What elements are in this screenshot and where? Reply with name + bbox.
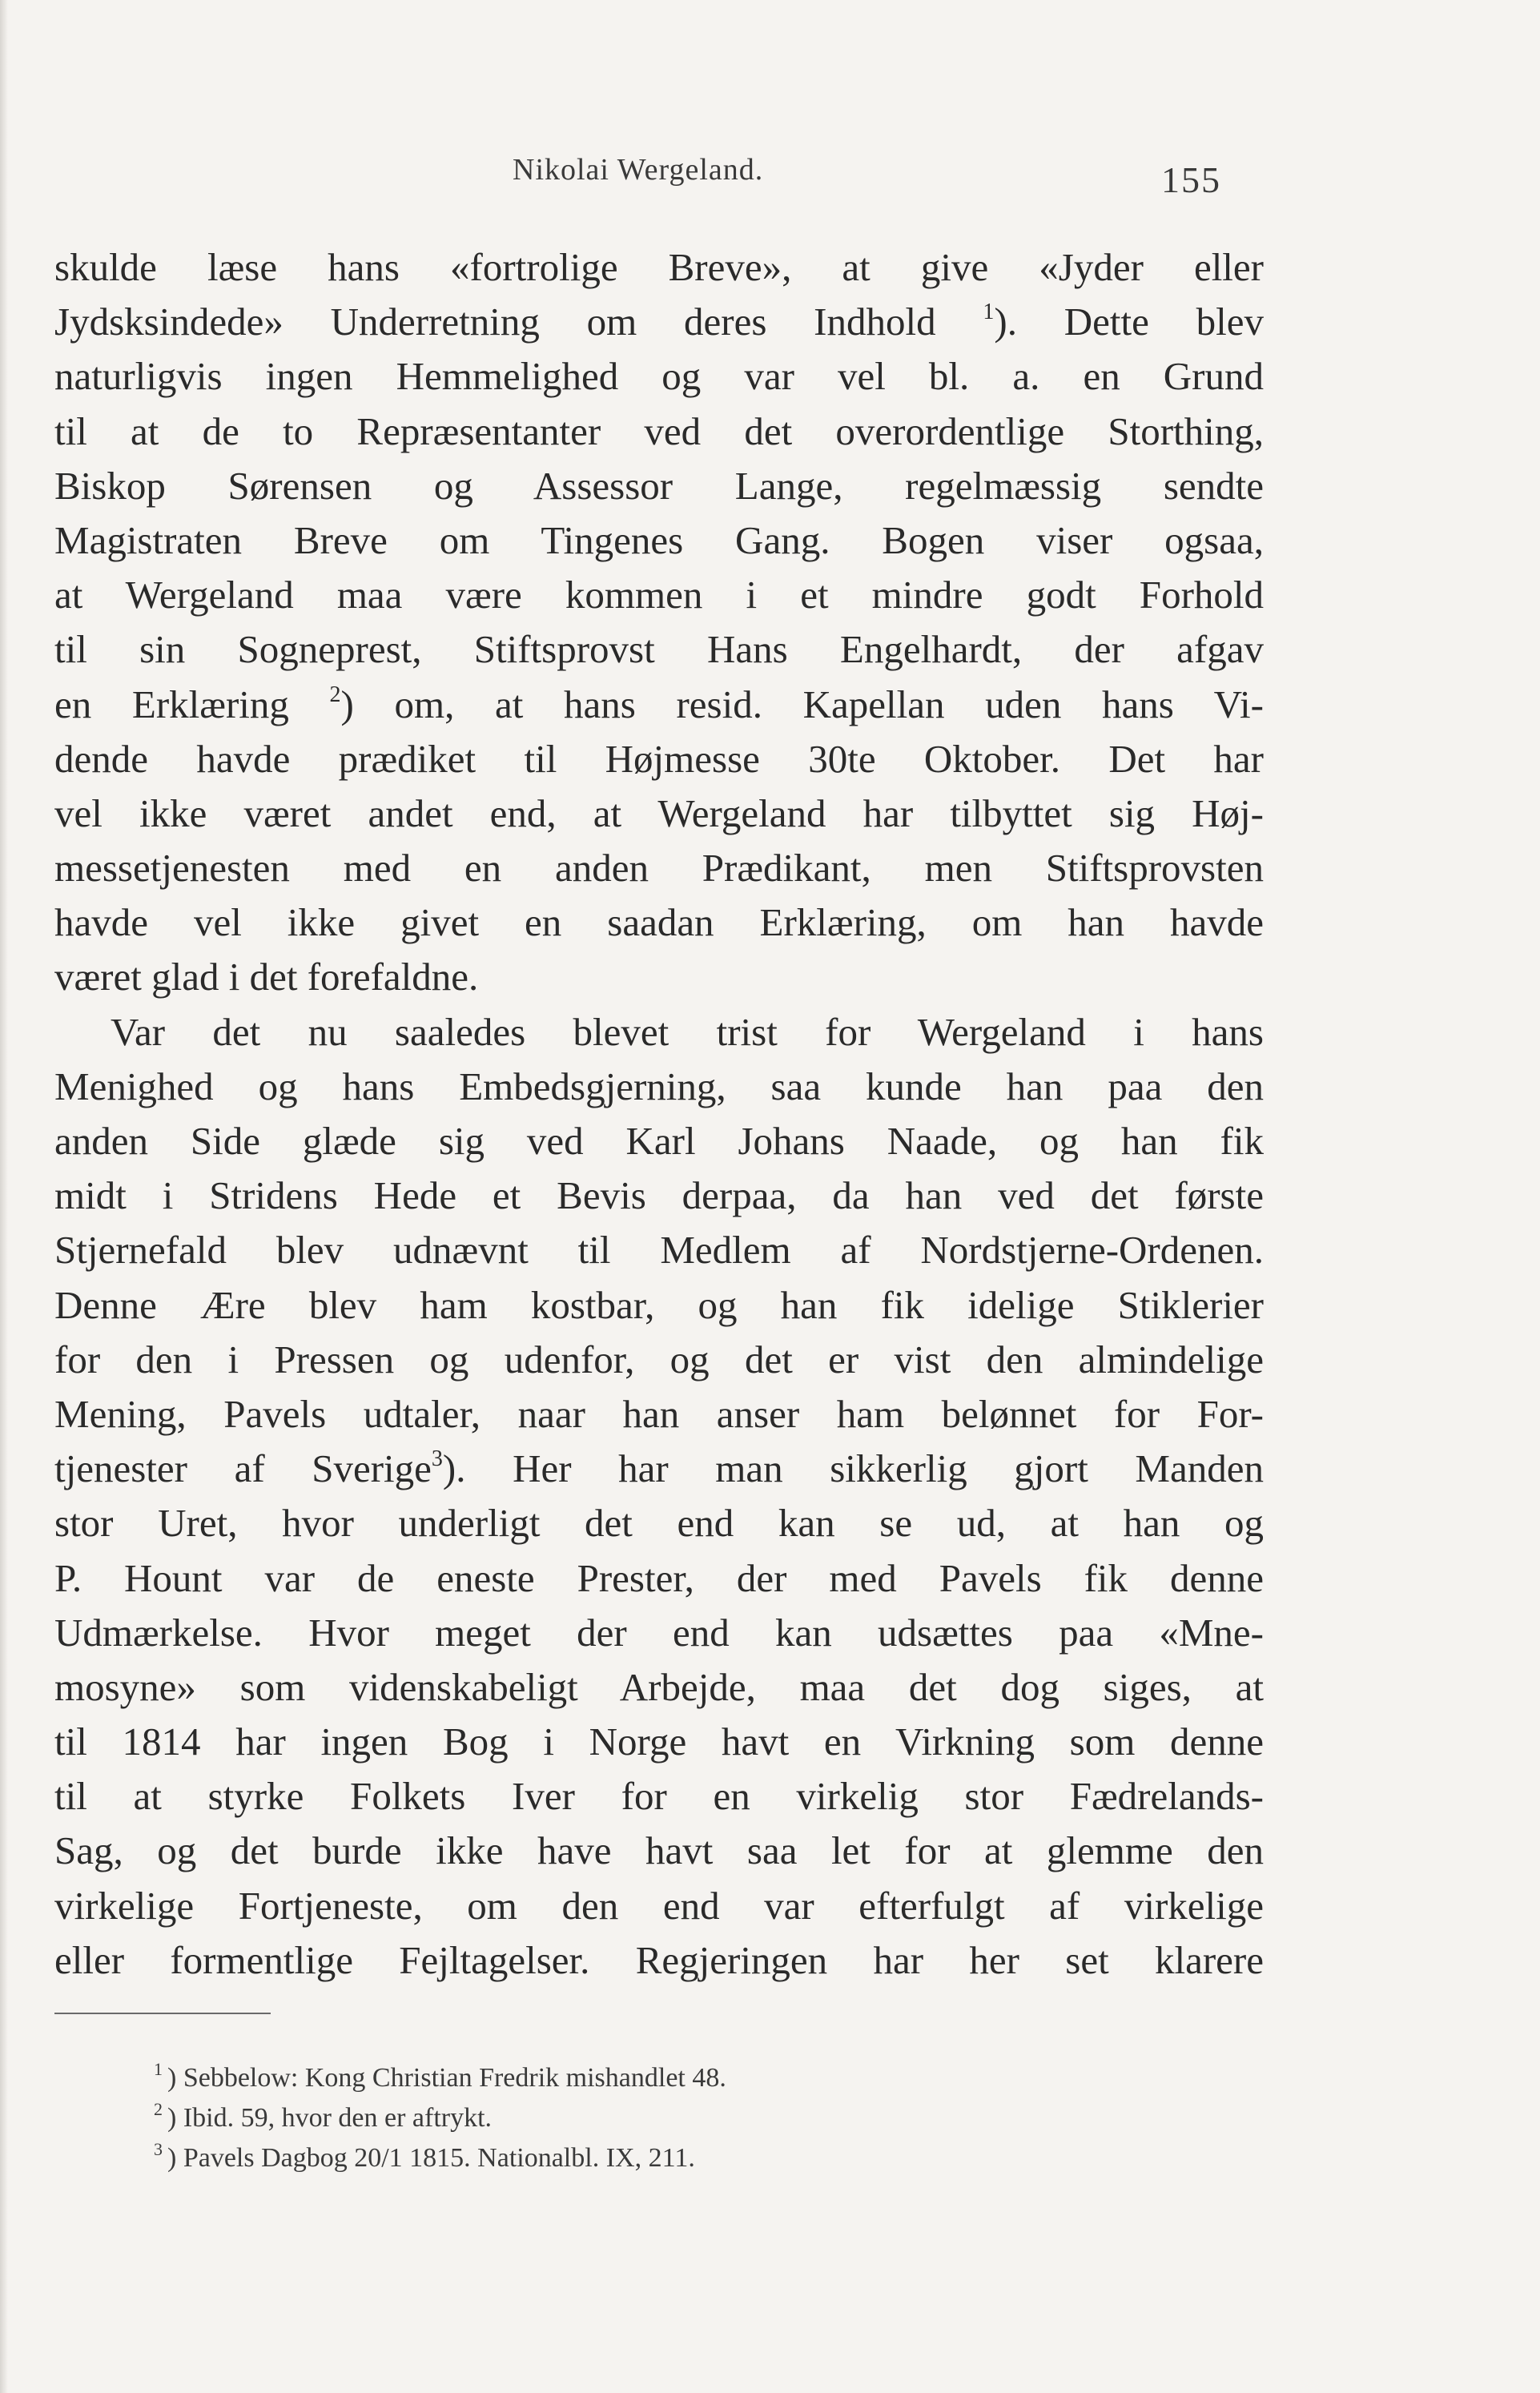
text-line: en Erklæring $^2$) om, at hans resid. Kapellan uden hans Vi- <box>54 682 1264 726</box>
text-line: virkelige Fortjeneste, om den end var efterfulgt af virkelige <box>54 1883 1264 1928</box>
text-line: Biskop Sørensen og Assessor Lange, regelmæssig sendte <box>54 463 1264 508</box>
text-line: Magistraten Breve om Tingenes Gang. Bogen viser ogsaa, <box>54 517 1264 562</box>
text-line: Udmærkelse. Hvor meget der end kan udsættes paa «Mne- <box>54 1610 1264 1655</box>
text-line: til at styrke Folkets Iver for en virkelig stor Fædrelands- <box>54 1774 1264 1819</box>
footnote-ref: 2 <box>329 682 341 707</box>
text-line: Menighed og hans Embedsgjerning, saa kunde han paa den <box>54 1064 1264 1108</box>
page-number: 155 <box>1161 159 1221 200</box>
body-text <box>54 240 1264 1988</box>
text-line: havde vel ikke givet en saadan Erklæring, om han havde <box>54 900 1264 945</box>
running-title: Nikolai Wergeland. <box>513 153 764 187</box>
footnote-ref: 1 <box>983 300 995 325</box>
text-line: Var det nu saaledes blevet trist for Wergeland i hans <box>111 1009 1264 1054</box>
text-line: skulde læse hans «fortrolige Breve», at give «Jyder eller <box>54 245 1264 289</box>
text-line: messetjenesten med en anden Prædikant, men Stiftsprovsten <box>54 846 1264 891</box>
text-line: vel ikke været andet end, at Wergeland har tilbyttet sig Høj- <box>54 790 1264 835</box>
footnote-mark: 3 <box>154 2139 163 2159</box>
text-line: anden Side glæde sig ved Karl Johans Naade, og han fik <box>54 1119 1264 1163</box>
footnote-divider <box>54 2013 271 2014</box>
text-line: til at de to Repræsentanter ved det overordentlige Storthing, <box>54 408 1264 453</box>
text-line: stor Uret, hvor underligt det end kan se ud, at han og <box>54 1501 1264 1546</box>
text-line: Sag, og det burde ikke have havt saa let for at glemme den <box>54 1828 1264 1873</box>
text-line: P. Hount var de eneste Prester, der med Pavels fik denne <box>54 1555 1264 1600</box>
text-line: tjenester af Sverige$^3$). Her har man sikkerlig gjort Manden <box>54 1446 1264 1491</box>
text-line: mosyne» som videnskabeligt Arbejde, maa det dog siges, at <box>54 1664 1264 1709</box>
footnote-item: $^1$ ) Sebbelow: Kong Christian Fredrik mishandlet 48. <box>154 2059 726 2093</box>
text-line: Stjernefald blev udnævnt til Medlem af Nordstjerne-Ordenen. <box>54 1228 1264 1273</box>
footnotes <box>154 2058 1115 2178</box>
text-line: eller formentlige Fejltagelser. Regjeringen har her set klarere <box>54 1937 1264 1982</box>
text-line: naturligvis ingen Hemmelighed og var vel bl. a. en Grund <box>54 354 1264 399</box>
page-edge-shadow <box>0 0 8 2393</box>
footnote-ref: 3 <box>431 1446 443 1472</box>
running-head <box>0 152 1540 200</box>
text-line: Mening, Pavels udtaler, naar han anser ham belønnet for For- <box>54 1391 1264 1436</box>
footnote-mark: 1 <box>154 2059 163 2079</box>
footnote-item: $^3$ ) Pavels Dagbog 20/1 1815. Nationalbl. IX, 211. <box>154 2139 695 2173</box>
footnote-mark: 2 <box>154 2099 163 2119</box>
text-line: til 1814 har ingen Bog i Norge havt en Virkning som denne <box>54 1719 1264 1764</box>
text-line: at Wergeland maa være kommen i et mindre godt Forhold <box>54 573 1264 617</box>
text-line: dende havde prædiket til Højmesse 30te Oktober. Det har <box>54 736 1264 781</box>
text-line: midt i Stridens Hede et Bevis derpaa, da han ved det første <box>54 1173 1264 1218</box>
text-line: Jydsksindede» Underretning om deres Indhold $^1$). Dette blev <box>54 300 1264 344</box>
text-line: for den i Pressen og udenfor, og det er vist den almindelige <box>54 1337 1264 1382</box>
text-line: Denne Ære blev ham kostbar, og han fik idelige Stiklerier <box>54 1282 1264 1327</box>
text-line: været glad i det forefaldne. <box>54 955 479 999</box>
text-line: til sin Sogneprest, Stiftsprovst Hans Engelhardt, der afgav <box>54 627 1264 672</box>
footnote-item: $^2$ ) Ibid. 59, hvor den er aftrykt. <box>154 2099 493 2133</box>
